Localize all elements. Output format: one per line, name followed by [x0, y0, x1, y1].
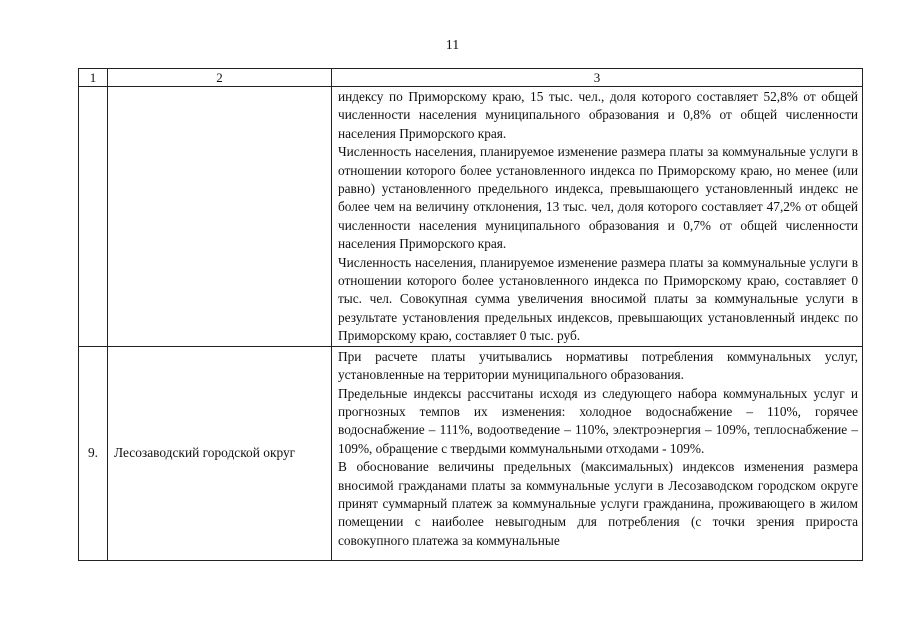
header-col-3: 3 [332, 69, 863, 87]
table-row-continuation [79, 87, 863, 347]
document-table [78, 68, 863, 561]
table-header-row [79, 69, 863, 87]
paragraph: В обоснование величины предельных (максимальных) индексов изменения размера вносимой гражданами платы за коммунальные услуги в Лесозаводском городском округе принят суммарный платеж за коммунальные услуги гражданина, проживающего в жилом помещении с наиболее невыгодным для потребления (с точки зрения прироста совокупного платежа за коммунальные [338, 459, 858, 548]
municipality-name: Лесозаводский городской округ [108, 346, 332, 560]
page-number: 11 [445, 38, 460, 53]
header-col-2: 2 [108, 69, 332, 87]
header-col-1: 1 [79, 69, 108, 87]
paragraph: При расчете платы учитывались нормативы потребления коммунальных услуг, установленные на территории муниципального образования. [338, 348, 858, 383]
paragraph: индексу по Приморскому краю, 15 тыс. чел., доля которого составляет 52,8% от общей численности населения муниципального образования и 0,8% от общей численности населения Приморского края. [338, 89, 858, 141]
continuation-num-cell [79, 87, 108, 347]
paragraph: Численность населения, планируемое изменение размера платы за коммунальные услуги в отношении которого более установленного индекса по Приморскому краю, но менее (или равно) установленного предельного индекса, превышающего установленный индекс не более чем на величину отклонения, 13 тыс. чел, доля которого составляет 47,2% от общей численности населения муниципального образования и 0,7% от общей численности населения Приморского края. [338, 144, 858, 252]
row-number: 9. [79, 346, 108, 560]
row-9-text-cell [332, 346, 863, 560]
paragraph: Предельные индексы рассчитаны исходя из следующего набора коммунальных услуг и прогнозных темпов их изменения: холодное водоснабжение – 110%, горячее водоснабжение – 111%, водоотведение – 110%, электроэнергия – 109%, теплоснабжение – 109%, обращение с твердыми коммунальными отходами - 109%. [338, 385, 858, 456]
continuation-name-cell [108, 87, 332, 347]
table-row-9 [79, 346, 863, 560]
continuation-text-cell [332, 87, 863, 347]
paragraph: Численность населения, планируемое изменение размера платы за коммунальные услуги в отношении которого более установленного индекса по Приморскому краю, составляет 0 тыс. чел. Совокупная сумма увеличения вносимой платы за коммунальные услуги в результате установления предельных индексов, превышающих установленный индекс по Приморскому краю, составляет 0 тыс. руб. [338, 254, 858, 344]
